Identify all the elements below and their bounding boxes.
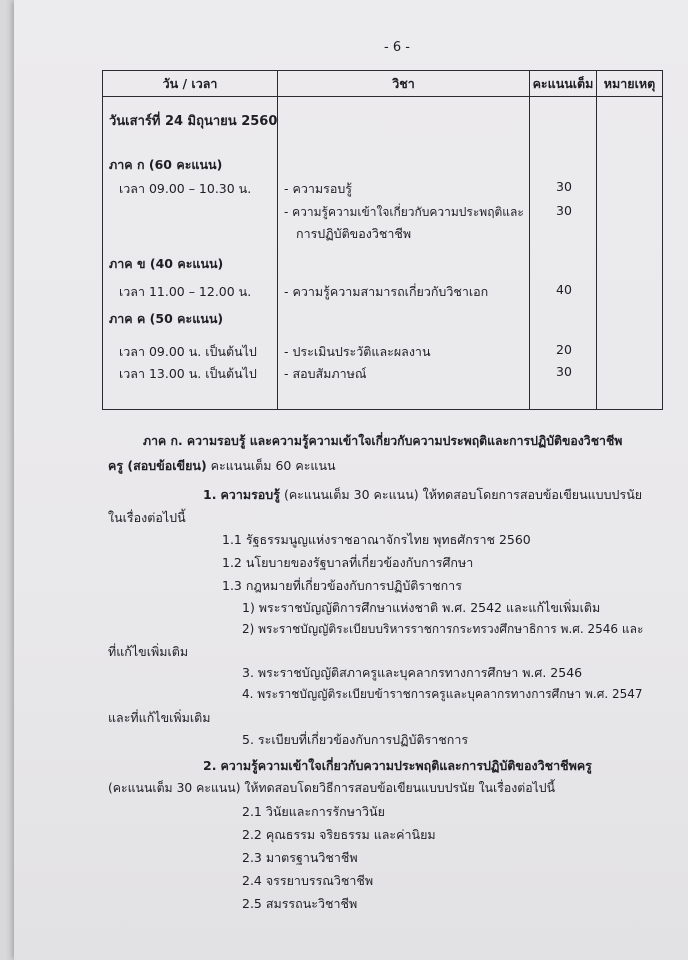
list-item: 2.2 คุณธรรม จริยธรรม และค่านิยม: [242, 827, 436, 842]
part-a-heading-cont: [108, 456, 336, 476]
part-a-score-2: 30: [556, 203, 572, 218]
part-a-title: ภาค ก (60 คะแนน): [109, 157, 223, 172]
law-item: 5. ระเบียบที่เกี่ยวข้องกับการปฏิบัติราชการ: [242, 732, 469, 747]
section-1-cont: ในเรื่องต่อไปนี้: [108, 510, 186, 525]
header-subject: วิชา: [278, 71, 530, 97]
part-b-time: เวลา 11.00 – 12.00 น.: [119, 284, 252, 299]
part-b-score-1: 40: [556, 282, 572, 297]
section-2-title: ความรู้ความเข้าใจเกี่ยวกับความประพฤติและการปฏิบัติของวิชาชีพครู: [220, 758, 592, 773]
law-item: 3. พระราชบัญญัติสภาครูและบุคลากรทางการศึกษา พ.ศ. 2546: [242, 665, 583, 680]
remark-cell: [597, 97, 663, 410]
page-number: - 6 -: [384, 40, 410, 55]
list-item: 1.2 นโยบายของรัฐบาลที่เกี่ยวข้องกับการศึกษา: [222, 555, 474, 570]
part-c-subject-2: - สอบสัมภาษณ์: [284, 366, 367, 381]
part-c-title: ภาค ค (50 คะแนน): [109, 311, 224, 326]
part-a-time: เวลา 09.00 – 10.30 น.: [119, 181, 252, 196]
part-b-title: ภาค ข (40 คะแนน): [109, 256, 224, 271]
part-a-subject-1: - ความรอบรู้: [284, 181, 352, 196]
exam-date: วันเสาร์ที่ 24 มิถุนายน 2560: [109, 114, 278, 129]
part-a-subject-2: - ความรู้ความเข้าใจเกี่ยวกับความประพฤติและ: [284, 205, 524, 219]
list-item: 2.4 จรรยาบรรณวิชาชีพ: [242, 873, 374, 888]
list-item: 2.3 มาตรฐานวิชาชีพ: [242, 850, 358, 865]
part-a-heading-bold: ครู (สอบข้อเขียน): [108, 458, 207, 473]
header-full-score: คะแนนเต็ม: [530, 71, 597, 97]
part-c-time-1: เวลา 09.00 น. เป็นต้นไป: [119, 344, 257, 359]
table-row: [103, 97, 663, 410]
part-a-heading: ภาค ก. ความรอบรู้ และความรู้ความเข้าใจเกี่ยวกับความประพฤติและการปฏิบัติของวิชาชีพ: [143, 434, 623, 448]
date-time-cell: [103, 97, 278, 410]
section-1-heading: [203, 485, 642, 505]
section-2-heading: [203, 756, 592, 776]
part-b-subject-1: - ความรู้ความสามารถเกี่ยวกับวิชาเอก: [284, 284, 489, 299]
law-item: 1) พระราชบัญญัติการศึกษาแห่งชาติ พ.ศ. 2542 และแก้ไขเพิ่มเติม: [242, 600, 601, 615]
list-item: 1.3 กฎหมายที่เกี่ยวข้องกับการปฏิบัติราชการ: [222, 578, 462, 593]
law-item: 4. พระราชบัญญัติระเบียบข้าราชการครูและบุคลากรทางการศึกษา พ.ศ. 2547: [242, 687, 643, 701]
header-remark: หมายเหตุ: [597, 71, 663, 97]
part-c-score-1: 20: [556, 342, 572, 357]
law-item-cont: ที่แก้ไขเพิ่มเติม: [108, 644, 189, 659]
list-item: 2.1 วินัยและการรักษาวินัย: [242, 804, 385, 819]
law-item-cont: และที่แก้ไขเพิ่มเติม: [108, 710, 211, 725]
subject-cell: [278, 97, 530, 410]
list-item: 2.5 สมรรถนะวิชาชีพ: [242, 896, 358, 911]
exam-schedule-table: [102, 70, 663, 410]
header-date-time: วัน / เวลา: [103, 71, 278, 97]
part-c-time-2: เวลา 13.00 น. เป็นต้นไป: [119, 366, 257, 381]
part-a-score-1: 30: [556, 179, 572, 194]
part-a-heading-rest: คะแนนเต็ม 60 คะแนน: [210, 458, 336, 473]
section-1-number: 1.: [203, 487, 217, 502]
section-2-number: 2.: [203, 758, 217, 773]
part-a-subject-2-cont: การปฏิบัติของวิชาชีพ: [296, 226, 412, 241]
list-item: 1.1 รัฐธรรมนูญแห่งราชอาณาจักรไทย พุทธศักราช 2560: [222, 532, 531, 547]
part-c-score-2: 30: [556, 364, 572, 379]
law-item: 2) พระราชบัญญัติระเบียบบริหารราชการกระทรวงศึกษาธิการ พ.ศ. 2546 และ: [242, 622, 644, 636]
part-c-subject-1: - ประเมินประวัติและผลงาน: [284, 344, 431, 359]
table-header-row: [103, 71, 663, 97]
score-cell: [530, 97, 597, 410]
section-1-title: ความรอบรู้: [220, 487, 280, 502]
section-2-cont: (คะแนนเต็ม 30 คะแนน) ให้ทดสอบโดยวิธีการสอบข้อเขียนแบบปรนัย ในเรื่องต่อไปนี้: [108, 781, 556, 795]
section-1-desc: (คะแนนเต็ม 30 คะแนน) ให้ทดสอบโดยการสอบข้อเขียนแบบปรนัย: [283, 487, 643, 502]
